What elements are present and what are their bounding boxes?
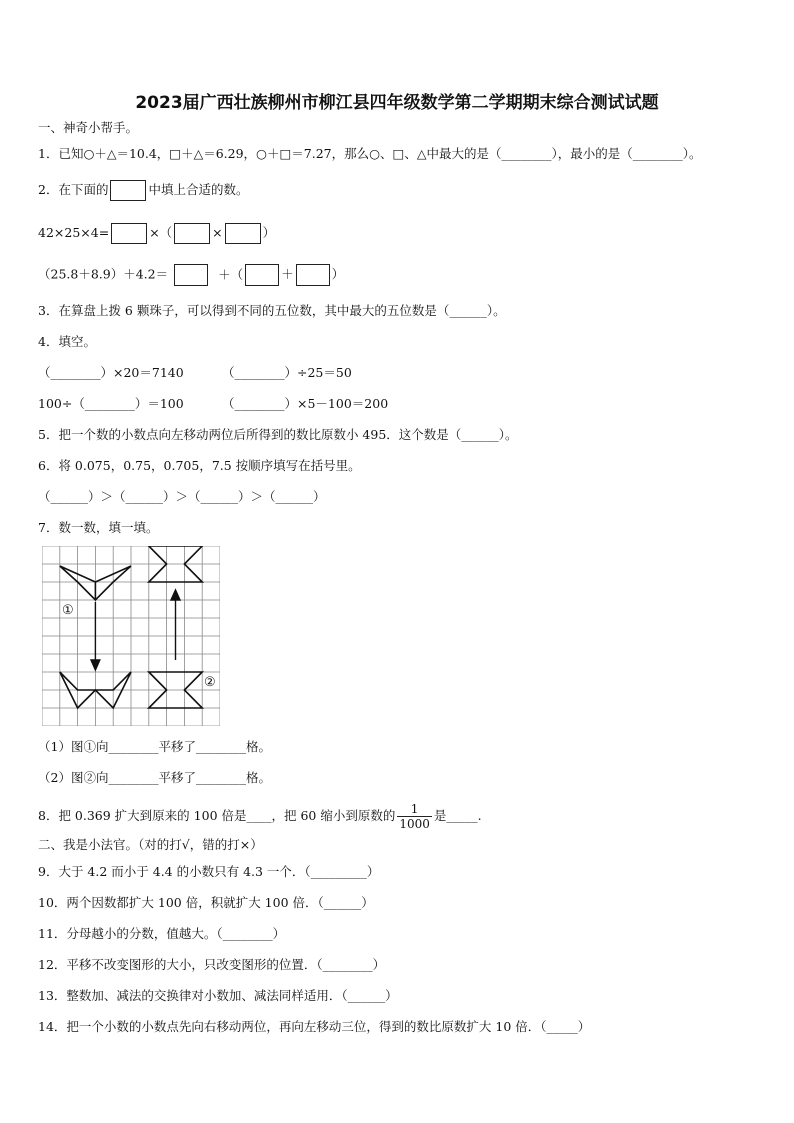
question-7-part-1: （1）图①向________平移了________格。 bbox=[38, 739, 271, 754]
answer-box[interactable] bbox=[296, 264, 330, 286]
figure-label-2: ② bbox=[204, 675, 216, 690]
question-2 bbox=[38, 180, 248, 201]
question-12: 12．平移不改变图形的大小，只改变图形的位置．（________） bbox=[38, 957, 386, 972]
equation-text: ＋（ bbox=[218, 266, 244, 282]
question-14: 14．把一个小数的小数点先向右移动两位，再向左移动三位，得到的数比原数扩大 10 倍．（_____） bbox=[38, 1019, 591, 1034]
question-4-row-2b: （________）×5－100＝200 bbox=[222, 396, 389, 411]
question-2-text-a: 2．在下面的 bbox=[38, 182, 109, 197]
question-8 bbox=[38, 800, 482, 832]
question-4: 4．填空。 bbox=[38, 334, 96, 349]
question-8-text-a: 8．把 0.369 扩大到原来的 100 倍是____，把 60 缩小到原数的 bbox=[38, 808, 396, 823]
question-2-equation-1 bbox=[38, 223, 275, 244]
question-7: 7．数一数，填一填。 bbox=[38, 520, 159, 535]
equation-text: 42×25×4= bbox=[38, 225, 110, 240]
equation-text: （25.8＋8.9）＋4.2＝ bbox=[38, 266, 169, 282]
answer-box[interactable] bbox=[174, 223, 210, 244]
arrow-up-icon bbox=[171, 590, 180, 660]
fraction-denominator: 1000 bbox=[399, 817, 430, 831]
section-heading-2: 二、我是小法官。（对的打√，错的打×） bbox=[38, 837, 263, 852]
question-6: 6．将 0.075，0.75，0.705，7.5 按顺序填写在括号里。 bbox=[38, 458, 361, 473]
fraction-numerator: 1 bbox=[397, 802, 432, 817]
question-7-part-2: （2）图②向________平移了________格。 bbox=[38, 770, 271, 785]
equation-text: ） bbox=[262, 225, 276, 240]
section-heading-1: 一、神奇小帮手。 bbox=[38, 120, 139, 135]
question-9: 9．大于 4.2 而小于 4.4 的小数只有 4.3 一个．（_________） bbox=[38, 864, 380, 879]
question-1: 1．已知○＋△＝10.4，□＋△＝6.29，○＋□＝7.27，那么○、□、△中最大的是（________），最小的是（________）。 bbox=[38, 146, 702, 161]
figure-label-1: ① bbox=[62, 603, 74, 618]
question-4-row-1a: （________）×20＝7140 bbox=[38, 365, 184, 380]
question-8-text-b: 是_____. bbox=[433, 808, 482, 823]
question-3: 3．在算盘上拨 6 颗珠子，可以得到不同的五位数，其中最大的五位数是（______）。 bbox=[38, 303, 506, 318]
equation-text: × bbox=[212, 225, 223, 240]
question-13: 13．整数加、减法的交换律对小数加、减法同样适用．（______） bbox=[38, 988, 398, 1003]
question-2-equation-2 bbox=[38, 264, 344, 286]
answer-box[interactable] bbox=[245, 264, 279, 286]
equation-text: ＋ bbox=[281, 266, 294, 282]
equation-text: ×（ bbox=[149, 225, 173, 240]
question-4-row-2a: 100÷（________）＝100 bbox=[38, 396, 184, 411]
translation-grid-figure bbox=[42, 546, 220, 726]
answer-box[interactable] bbox=[225, 223, 261, 244]
equation-text: ） bbox=[331, 266, 345, 282]
question-11: 11．分母越小的分数，值越大。（________） bbox=[38, 926, 286, 941]
question-6-order: （______）＞（______）＞（______）＞（______） bbox=[38, 489, 326, 504]
page-title: 2023届广西壮族柳州市柳江县四年级数学第二学期期末综合测试试题 bbox=[135, 93, 659, 113]
question-10: 10．两个因数都扩大 100 倍，积就扩大 100 倍．（______） bbox=[38, 895, 374, 910]
fraction bbox=[397, 802, 432, 831]
answer-box[interactable] bbox=[111, 223, 147, 244]
question-5: 5．把一个数的小数点向左移动两位后所得到的数比原数小 495．这个数是（______）。 bbox=[38, 427, 518, 442]
question-4-row-1b: （________）÷25＝50 bbox=[222, 365, 352, 380]
question-2-text-b: 中填上合适的数。 bbox=[148, 182, 249, 197]
answer-box[interactable] bbox=[110, 180, 146, 201]
answer-box[interactable] bbox=[174, 264, 208, 286]
